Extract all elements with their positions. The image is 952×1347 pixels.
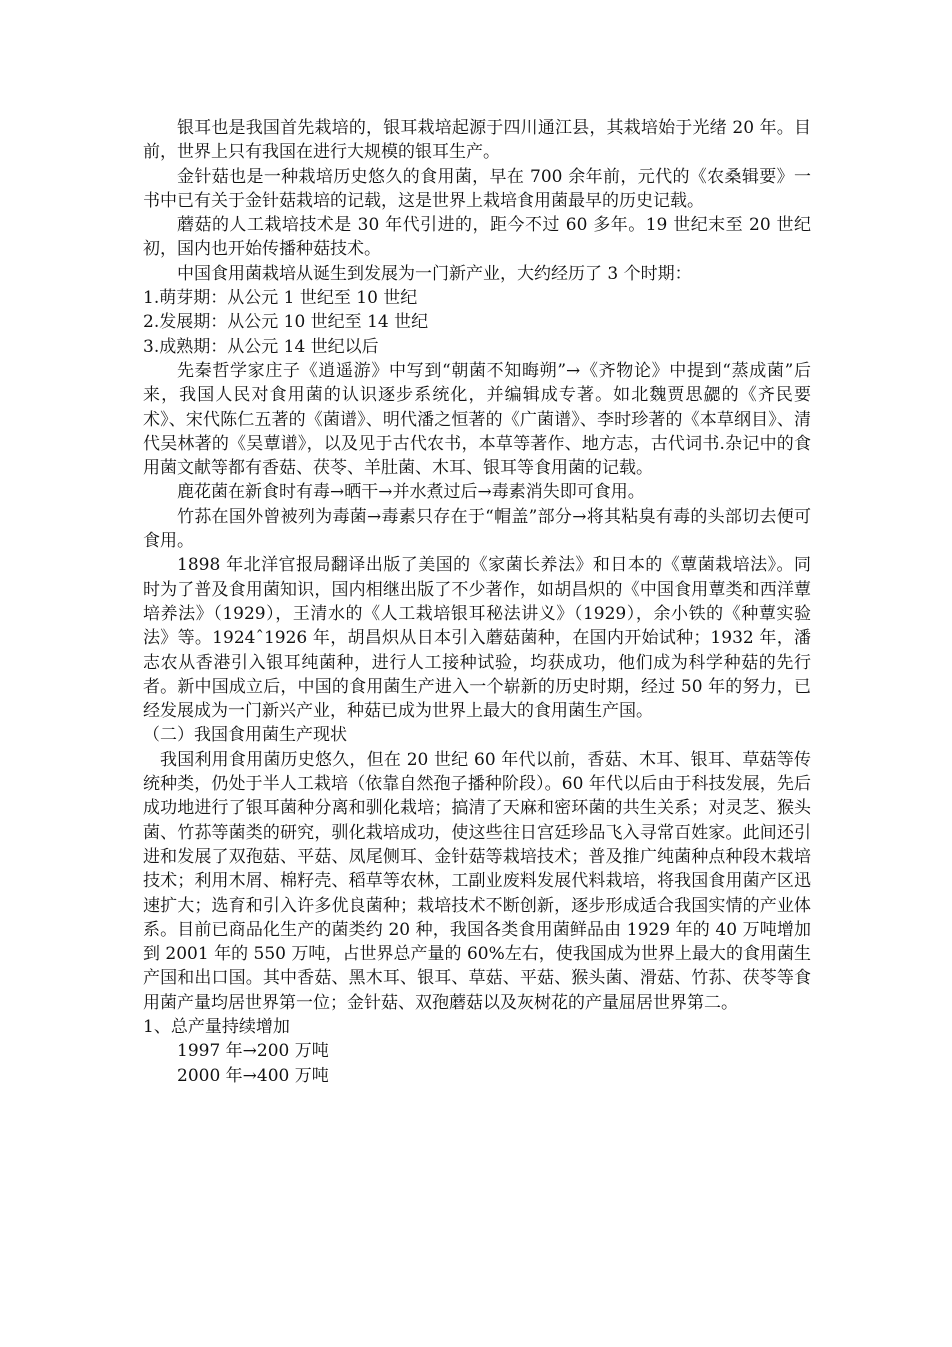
paragraph-modern-history: 1898 年北洋官报局翻译出版了美国的《家菌长养法》和日本的《蕈菌栽培法》。同时为了普及食用菌知识，国内相继出版了不少著作，如胡昌炽的《中国食用蕈类和西洋蕈培养法》（1929），王清水的《人工栽培银耳秘法讲义》（1929），余小铁的《种蕈实验法》等。1924ˆ1926 年，胡昌炽从日本引入蘑菇菌种，在国内开始试种；1932 年，潘志农从香港引入银耳纯菌种，进行人工接种试验，均获成功，他们成为科学种菇的先行者。新中国成立后，中国的食用菌生产进入一个崭新的历史时期，经过 50 年的努力，已经发展成为一门新兴产业，种菇已成为世界上最大的食用菌生产国。	[143, 555, 811, 722]
production-line-1997: 1997 年→200 万吨	[177, 1041, 329, 1062]
list-item-period-1: 1.萌芽期：从公元 1 世纪至 10 世纪	[143, 288, 418, 309]
paragraph-enoki: 金针菇也是一种栽培历史悠久的食用菌，早在 700 余年前，元代的《农桑辑要》一书中已有关于金针菇栽培的记载，这是世界上栽培食用菌最早的历史记载。	[143, 166, 811, 211]
paragraph-tremella: 银耳也是我国首先栽培的，银耳栽培起源于四川通江县，其栽培始于光绪 20 年。目前，世界上只有我国在进行大规模的银耳生产。	[143, 118, 811, 163]
list-item-period-2: 2.发展期：从公元 10 世纪至 14 世纪	[143, 312, 429, 333]
subheading-total-output: 1、总产量持续增加	[143, 1016, 290, 1037]
document-body	[143, 116, 811, 1088]
production-line-2000: 2000 年→400 万吨	[177, 1065, 329, 1086]
paragraph-mushroom-cultivation: 蘑菇的人工栽培技术是 30 年代引进的，距今不过 60 多年。19 世纪末至 20 世纪初，国内也开始传播种菇技术。	[143, 215, 811, 260]
paragraph-gyromitra: 鹿花菌在新食时有毒→晒干→并水煮过后→毒素消失即可食用。	[177, 482, 645, 503]
paragraph-three-periods-intro: 中国食用菌栽培从诞生到发展为一门新产业，大约经历了 3 个时期：	[177, 263, 692, 284]
paragraph-dictyophora: 竹荪在国外曾被列为毒菌→毒素只存在于“帽盖”部分→将其粘臭有毒的头部切去便可食用。	[143, 506, 811, 552]
list-item-period-3: 3.成熟期：从公元 14 世纪以后	[143, 336, 379, 357]
paragraph-historical-records: 先秦哲学家庄子《逍遥游》中写到“朝菌不知晦朔”→《齐物论》中提到“蒸成菌”后来，我国人民对食用菌的认识逐步系统化，并编辑成专著。如北魏贾思勰的《齐民要术》、宋代陈仁五著的《菌谱》、明代潘之恒著的《广菌谱》、李时珍著的《本草纲目》、清代吴林著的《吴蕈谱》，以及见于古代农书，本草等著作、地方志，古代词书.杂记中的食用菌文献等都有香菇、茯苓、羊肚菌、木耳、银耳等食用菌的记载。	[143, 360, 811, 479]
section-heading: （二）我国食用菌生产现状	[143, 725, 347, 746]
paragraph-current-status: 我国利用食用菌历史悠久，但在 20 世纪 60 年代以前，香菇、木耳、银耳、草菇等传统种类，仍处于半人工栽培（依靠自然孢子播种阶段）。60 年代以后由于科技发展，先后成功地进行了银耳菌种分离和驯化栽培；搞清了天麻和密环菌的共生关系；对灵芝、猴头菌、竹荪等菌类的研究，驯化栽培成功，使这些往日宫廷珍品飞入寻常百姓家。此间还引进和发展了双孢菇、平菇、凤尾侧耳、金针菇等栽培技术；普及推广纯菌种点种段木栽培技术；利用木屑、棉籽壳、稻草等农林，工副业废料发展代料栽培，将我国食用菌产区迅速扩大；选育和引入许多优良菌种；栽培技术不断创新，逐步形成适合我国实情的产业体系。目前已商品化生产的菌类约 20 种，我国各类食用菌鲜品由 1929 年的 40 万吨增加到 2001 年的 550 万吨，占世界总产量的 60%左右，使我国成为世界上最大的食用菌生产国和出口国。其中香菇、黑木耳、银耳、草菇、平菇、猴头菌、滑菇、竹荪、茯苓等食用菌产量均居世界第一位；金针菇、双孢蘑菇以及灰树花的产量屈居世界第二。	[143, 749, 811, 1013]
